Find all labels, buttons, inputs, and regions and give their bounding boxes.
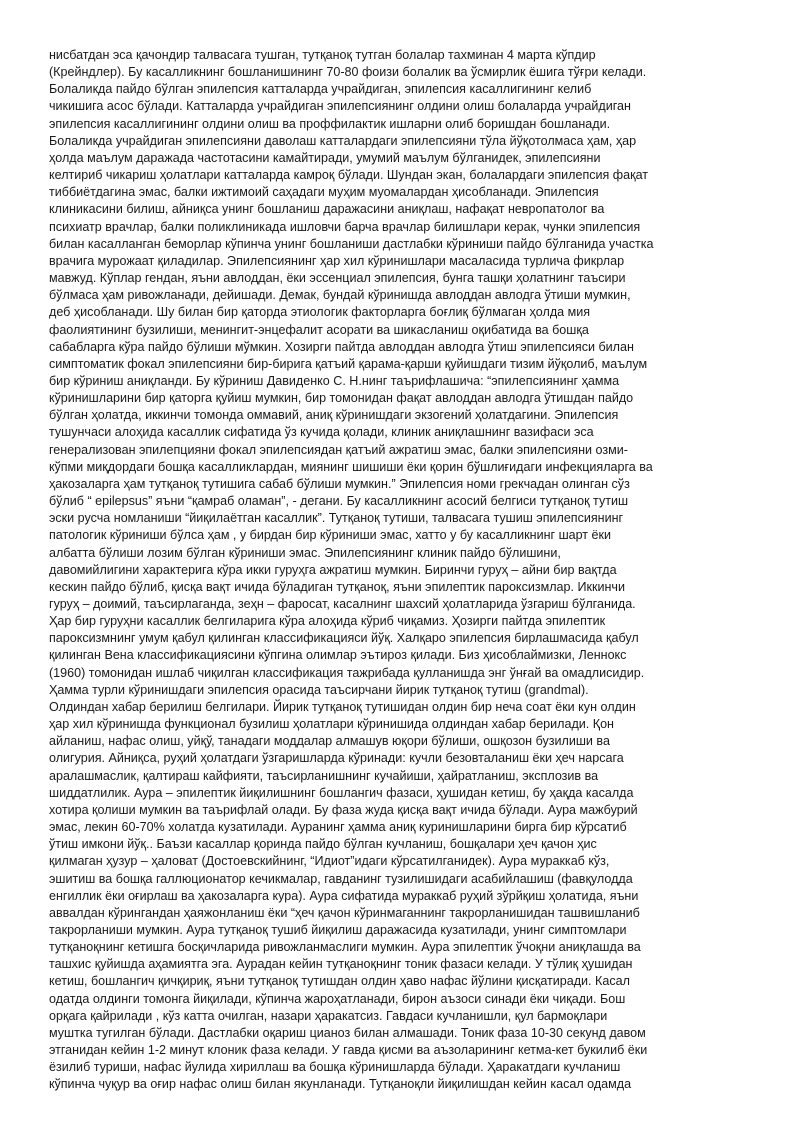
- text-line: ҳакозаларга ҳам тутқаноқ тутишига сабаб бўлиши мумкин.” Эпилепсия номи грекчадан олинган сўз: [49, 476, 630, 491]
- text-line: симптоматик фокал эпилепсияни бир-бирига қатъий қарама-қарши қуйишдаги тизим йўқолиб, маълум: [49, 356, 648, 371]
- text-line: билан касалланган беморлар кўпинча унинг бошланиши дастлабки кўриниши пайдо бўлганида участка: [49, 236, 654, 251]
- text-line: этганидан кейин 1-2 минут клоник фаза келади. У гавда қисми ва аъзоларининг кетма-кет букилиб ёки: [49, 1043, 648, 1058]
- text-line: кўпинча чуқур ва оғир нафас олиш билан якунланади. Тутқаноқли йиқилишдан кейин касал одамда: [49, 1077, 632, 1092]
- text-line: эски русча номланиши “йиқилаётган касаллик”. Тутқаноқ тутиши, талвасага тушиш эпилепсиянинг: [49, 511, 624, 526]
- text-line: врачига мурожаат қиладилар. Эпилепсиянинг ҳар хил кўринишлари масаласида турлича фикрлар: [49, 253, 625, 268]
- text-line: аввалдан кўрингандан ҳаяжонланиш ёки “ҳеч қачон кўринмаганнинг такрорланишидан ташвишланиб: [49, 905, 640, 920]
- text-line: деб ҳисобланади. Шу билан бир қаторда этиологик факторларга боғлиқ бўлмаган ҳолда мия: [49, 305, 591, 320]
- body-text: [49, 47, 769, 1094]
- text-line: тушунчаси алоҳида касаллик сифатида ўз кучида қолади, клиник аниқлашнинг вазифаси эса: [49, 425, 594, 440]
- text-line: пароксизмнинг умум қабул қилинган классификацияси йўқ. Халқаро эпилепсия бирлашмасида қабул: [49, 631, 639, 646]
- text-line: Олдиндан хабар берилиш белгилари. Йирик тутқаноқ тутишидан олдин бир неча соат ёки кун олдин: [49, 699, 636, 714]
- text-line: эпилепсия касаллигининг олдини олиш ва проффилактик ишларни олиб боришдан бошланади.: [49, 116, 611, 131]
- text-line: ҳолда маълум даражада частотасини камайтиради, умумий маълум бўлганидек, эпилепсияни: [49, 150, 601, 165]
- text-line: қилинган Вена классификациясини кўпгина олимлар эътироз қилади. Биз ҳисоблаймизки, Леннокс: [49, 648, 627, 663]
- text-line: ҳар хил кўринишда функционал бузилиш ҳолатлари кўринишида олдиндан хабар берилади. Қон: [49, 717, 614, 732]
- text-line: шиддатлилик. Аура – эпилептик йиқилишнинг бошлангич фазаси, ҳушидан кетиш, бу ҳақда касалда: [49, 785, 634, 800]
- text-line: кескин пайдо бўлиб, қисқа вақт ичида бўладиган тутқаноқ, яъни эпилептик пароксизмлар. Иккинчи: [49, 579, 625, 594]
- text-line: муштка тугилган бўлади. Дастлабки оқариш цианоз билан алмашади. Тоник фаза 10-30 секунд давом: [49, 1025, 646, 1040]
- text-line: патологик кўриниши бўлса ҳам , у бирдан бир кўриниши эмас, хатто у бу касалликнинг шарт ёки: [49, 528, 612, 543]
- text-line: Ҳар бир гуруҳни касаллик белгиларига кўра алоҳида кўриб чиқамиз. Ҳозирги пайтда эпилептик: [49, 614, 606, 629]
- text-line: нисбатдан эса қачондир талвасага тушган, тутқаноқ тутган болалар тахминан 4 марта кўпдир: [49, 48, 596, 62]
- text-line: Болаликда учрайдиган эпилепсияни даволаш катталардаги эпилепсияни тўла йўқотолмаса ҳам, ҳар: [49, 133, 637, 148]
- text-line: психиатр врачлар, балки поликлиникада ишловчи барча врачлар билишлари керак, чунки эпилепсия: [49, 219, 641, 234]
- text-line: Ҳамма турли кўринишдаги эпилепсия орасида таъсирчани йирик тутқаноқ тутиш (grandmal).: [49, 682, 589, 697]
- text-line: бўлган ҳолатда, иккинчи томонда оммавий, аниқ кўринишдаги экзогений ҳолатдагини. Эпилепсия: [49, 408, 619, 423]
- text-line: бўлиб “ epilepsus” яъни “қамраб оламан”, - дегани. Бу касалликнинг асосий белгиси тутқаноқ тутиш: [49, 494, 629, 509]
- text-line: Болаликда пайдо бўлган эпилепсия катталарда учрайдиган, эпилепсия касаллигининг келиб: [49, 82, 592, 97]
- text-line: кетиш, бошлангич қичқириқ, яъни тутқаноқ тутишдан олдин ҳаво нафас йўлини қисқатиради. Касал: [49, 974, 630, 989]
- text-line: (Крейндлер). Бу касалликнинг бошланишининг 70-80 фоизи болалик ва ўсмирлик ёшига тўғри келади.: [49, 65, 647, 80]
- text-line: давомийлигини характерига кўра икки гуруҳга ажратиш мумкин. Биринчи гуруҳ – айни бир вақтда: [49, 562, 617, 577]
- text-line: одатда олдинги томонга йиқилади, кўпинча жароҳатланади, бирон аъзоси синади ёки чиқади. Бош: [49, 991, 626, 1006]
- text-line: ёзилиб туриши, нафас йулида хириллаш ва бошқа кўринишларда бўлади. Ҳаракатдаги кучланиш: [49, 1060, 621, 1075]
- text-line: фаолиятининг бузилиши, менингит-энцефалит асорати ва шикасланиш оқибатида ва бошқа: [49, 322, 589, 337]
- text-line: чикишига асос бўлади. Катталарда учрайдиган эпилепсиянинг олдини олиш болаларда учрайдиган: [49, 99, 631, 114]
- text-line: олигурия. Айниқса, руҳий ҳолатдаги ўзгаришларда кўринади: кучли безовталаниш ёки ҳеч нарсага: [49, 751, 624, 766]
- text-line: (1960) томонидан ишлаб чиқилган классификация тажрибада қулланишда энг ўнғай ва омадлисидир.: [49, 665, 645, 680]
- text-line: тутқаноқнинг кетишга босқичларида ривожланмаслиги мумкин. Аура эпилептик ўчоқни аниқлашда ва: [49, 940, 641, 955]
- text-line: такрорланиши мумкин. Аура тутқаноқ тушиб йиқилиш даражасида кузатилади, унинг симптомлари: [49, 922, 627, 937]
- text-line: эшитиш ва бошқа галлюционатор кечикмалар, гавданинг тузилишидаги асабийлашиш (фавқулодда: [49, 871, 633, 886]
- text-line: ташхис қуйишда аҳамиятга эга. Аурадан кейин тутқаноқнинг тоник фазаси келади. У тўлиқ ҳушидан: [49, 957, 633, 972]
- text-line: мавжуд. Кўплар гендан, яъни авлоддан, ёки эссенциал эпилепсия, бунга ташқи ҳолатнинг таъсири: [49, 271, 626, 286]
- text-line: тиббиётдагина эмас, балки ижтимоий саҳадаги муҳим муомалардан ҳисобланади. Эпилепсия: [49, 185, 599, 200]
- text-line: бир кўриниш аниқланди. Бу кўриниш Давиденко С. Н.нинг таърифлашича: “эпилепсиянинг ҳамма: [49, 373, 620, 388]
- text-line: эмас, лекин 60-70% холатда кузатилади. Ауранинг ҳамма аниқ куринишларини бирга бир кўрсатиб: [49, 820, 627, 835]
- text-line: хотира қолиши мумкин ва таърифлай олади. Бу фаза жуда қисқа вақт ичида бўлади. Аура мажбурий: [49, 802, 638, 817]
- text-line: кўпми миқдордаги бошқа касалликлардан, миянинг шишиши ёки қорин бўшлиғидаги инфекцияларга ва: [49, 459, 653, 474]
- text-line: гуруҳ – доимий, таъсирлаганда, зеҳн – фаросат, касалнинг шахсий ҳолатларида ўзгариш бўлганида.: [49, 597, 636, 611]
- text-line: клиникасини билиш, айниқса унинг бошланиш даражасини аниқлаш, нафақат невропатолог ва: [49, 202, 605, 217]
- text-line: орқага қайрилади , кўз катта очилган, назари ҳаракатсиз. Гавдаси кучланишли, қул бармоқлари: [49, 1008, 608, 1023]
- text-line: албатта бўлиши лозим бўлган кўриниши эмас. Эпилепсиянинг клиник пайдо бўлишини,: [49, 545, 561, 560]
- text-line: аралашмаслик, қалтираш кайфияти, таъсирланишнинг кучайиши, ҳайратланиш, эксплозив ва: [49, 768, 599, 783]
- text-line: генерализован эпилепцияни фокал эпилепсиядан қатъий ажратиш эмас, балки эпилепсияни озми-: [49, 442, 628, 457]
- text-line: ўтиш имкони йўқ.. Баъзи касаллар қоринда пайдо бўлган кучланиш, бошқалари ҳеч қачон ҳис: [49, 837, 597, 852]
- text-line: бўлмаса ҳам ривожланади, дейишади. Демак, бундай кўринишда авлоддан авлодга ўтиши мумкин,: [49, 288, 631, 303]
- text-line: кўринишларини бир қаторга қуйиш мумкин, бир томонидан фақат авлоддан авлодга ўтишдан пайдо: [49, 391, 634, 406]
- text-line: қилмаган ҳузур – ҳаловат (Достоевскийнинг, “Идиот”идаги кўрсатилганидек). Аура мураккаб кўз,: [49, 854, 610, 869]
- text-line: келтириб чикариш ҳолатлари катталарда камроқ бўлади. Шундан экан, болалардаги эпилепсия фақат: [49, 168, 649, 183]
- text-line: айланиш, нафас олиш, уйқў, танадаги моддалар алмашув юқори бўлиши, ошқозон бузилиши ва: [49, 734, 610, 749]
- text-line: сабабларга кўра пайдо бўлиши мўмкин. Хозирги пайтда авлоддан авлодга ўтиш эпилепсияси билан: [49, 339, 634, 354]
- text-line: енгиллик ёки оғирлаш ва ҳакозаларга кура). Аура сифатида мураккаб руҳий зўрйқиш ҳолатида, яъни: [49, 888, 639, 903]
